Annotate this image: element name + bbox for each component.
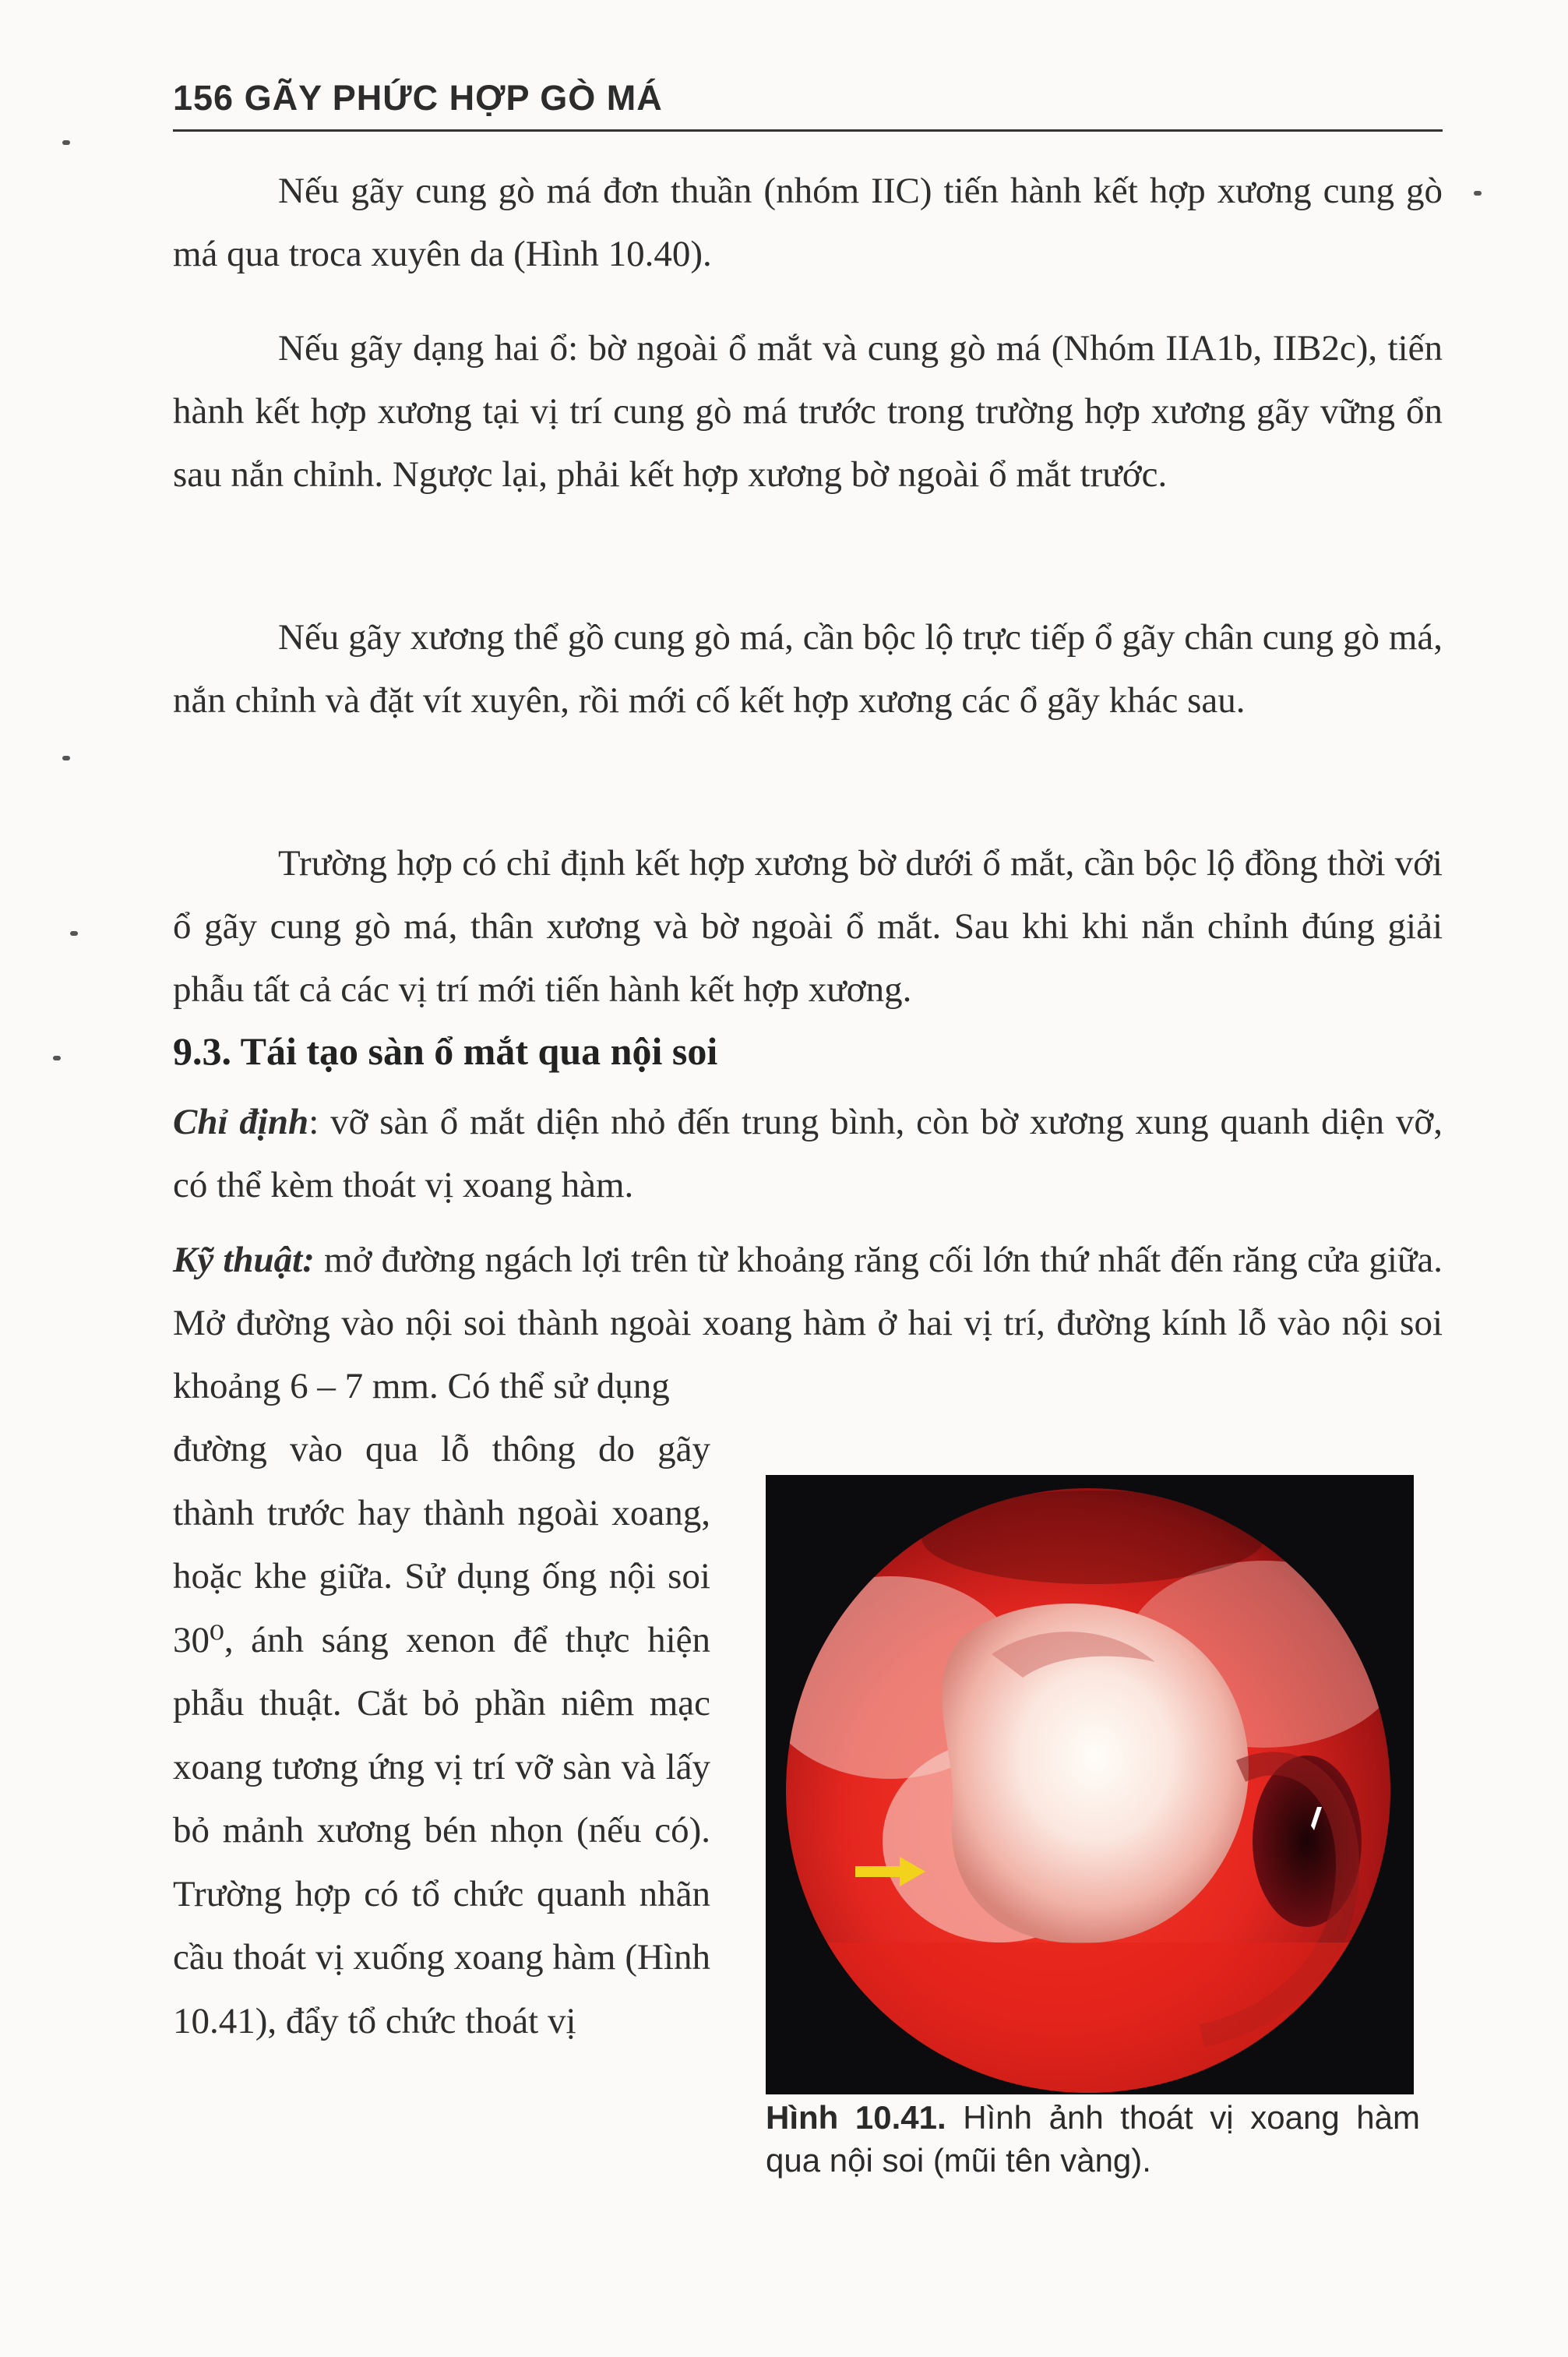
- scan-speck: [62, 140, 70, 145]
- figure-caption-label: Hình 10.41.: [766, 2099, 946, 2136]
- indication-paragraph: [173, 1091, 1443, 1217]
- page-header-title: 156 GÃY PHỨC HỢP GÒ MÁ: [173, 78, 663, 118]
- scan-speck: [1474, 191, 1482, 196]
- scan-speck: [53, 1056, 61, 1060]
- paragraph-3: Nếu gãy xương thể gồ cung gò má, cần bộc lộ trực tiếp ổ gãy chân cung gò má, nắn chỉnh và đặt vít xuyên, rồi mới cố kết hợp xương các ổ gãy khác sau.: [173, 617, 1443, 721]
- paragraph-1: Nếu gãy cung gò má đơn thuần (nhóm IIC) tiến hành kết hợp xương cung gò má qua troca xuyên da (Hình 10.40).: [173, 171, 1443, 274]
- paragraph-2: Nếu gãy dạng hai ổ: bờ ngoài ổ mắt và cung gò má (Nhóm IIA1b, IIB2c), tiến hành kết hợp xương tại vị trí cung gò má trước trong trường hợp xương gãy vững ổn sau nắn chỉnh. Ngược lại, phải kết hợp xương bờ ngoài ổ mắt trước.: [173, 328, 1443, 495]
- page-header: [173, 78, 1443, 132]
- paragraph-4: Trường hợp có chỉ định kết hợp xương bờ dưới ổ mắt, cần bộc lộ đồng thời với ổ gãy cung gò má, thân xương và bờ ngoài ổ mắt. Sau khi khi nắn chỉnh đúng giải phẫu tất cả các vị trí mới tiến hành kết hợp xương.: [173, 843, 1443, 1010]
- scan-speck: [62, 756, 70, 760]
- section-heading: 9.3. Tái tạo sàn ổ mắt qua nội soi: [173, 1029, 718, 1073]
- indication-label: Chỉ định: [173, 1102, 309, 1142]
- figure-caption: [766, 2096, 1420, 2182]
- endoscopy-image: [766, 1475, 1414, 2094]
- technique-paragraph: [173, 1229, 1443, 1418]
- figure-caption-text: Hình ảnh thoát vị xoang hàm qua nội soi (mũi tên vàng).: [766, 2099, 1420, 2179]
- indication-text: : vỡ sàn ổ mắt diện nhỏ đến trung bình, còn bờ xương xung quanh diện vỡ, có thể kèm thoát vị xoang hàm.: [173, 1102, 1443, 1205]
- side-paragraph: đường vào qua lỗ thông do gãy thành trước hay thành ngoài xoang, hoặc khe giữa. Sử dụng ống nội soi 30⁰, ánh sáng xenon để thực hiện phẫu thuật. Cắt bỏ phần niêm mạc xoang tương ứng vị trí vỡ sàn và lấy bỏ mảnh xương bén nhọn (nếu có). Trường hợp có tổ chức quanh nhãn cầu thoát vị xuống xoang hàm (Hình 10.41), đẩy tổ chức thoát vị: [173, 1429, 710, 2041]
- scan-speck: [70, 931, 78, 936]
- technique-label: Kỹ thuật:: [173, 1240, 315, 1280]
- technique-text: mở đường ngách lợi trên từ khoảng răng cối lớn thứ nhất đến răng cửa giữa. Mở đường vào nội soi thành ngoài xoang hàm ở hai vị trí, đường kính lỗ vào nội soi khoảng 6 – 7 mm. Có thể sử dụng: [173, 1240, 1443, 1406]
- endoscopy-illustration: [766, 1475, 1414, 2094]
